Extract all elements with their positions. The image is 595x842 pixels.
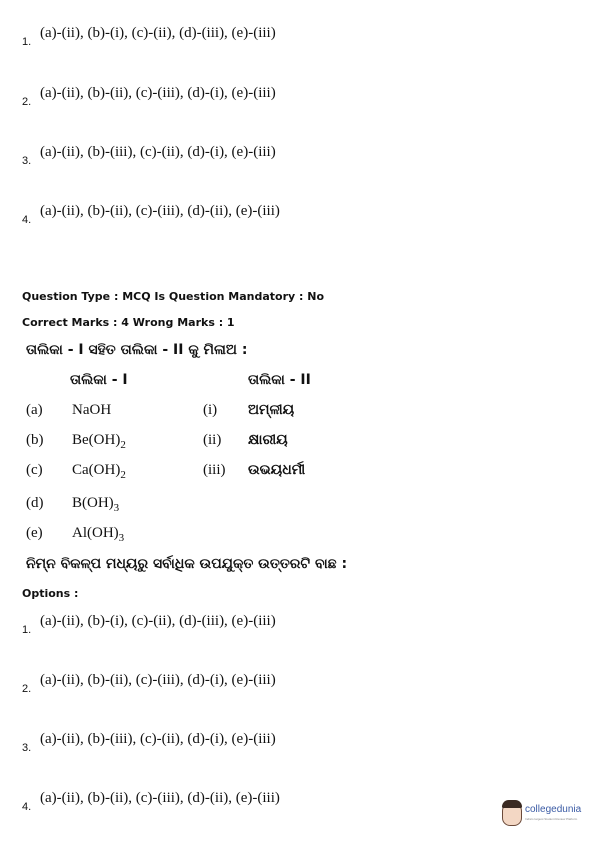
marks-line: Correct Marks : 4 Wrong Marks : 1 bbox=[22, 316, 235, 329]
formula-cell: $Be(OH)_2$ bbox=[72, 432, 126, 451]
row-label: (d) bbox=[26, 495, 44, 511]
logo-tagline: India's largest Student Review Platform bbox=[525, 817, 578, 821]
property-cell: କ୍ଷାରୀୟ bbox=[248, 432, 288, 448]
question-type-line: Question Type : MCQ Is Question Mandatory : No bbox=[22, 290, 325, 303]
option-number: 3. bbox=[22, 742, 32, 754]
roman-label: (i) bbox=[203, 402, 218, 418]
option-number: 1. bbox=[22, 36, 32, 48]
option-text: (a)-(ii), (b)-(iii), (c)-(ii), (d)-(i), (e)-(iii) bbox=[40, 144, 276, 160]
option-text: (a)-(ii), (b)-(ii), (c)-(iii), (d)-(i), (e)-(iii) bbox=[40, 85, 276, 101]
row-label: (e) bbox=[26, 525, 43, 541]
option-number: 3. bbox=[22, 155, 32, 167]
roman-label: (ii) bbox=[203, 432, 222, 448]
option-number: 4. bbox=[22, 214, 32, 226]
option-text: (a)-(ii), (b)-(ii), (c)-(iii), (d)-(i), (e)-(iii) bbox=[40, 672, 276, 688]
row-label: (c) bbox=[26, 462, 43, 478]
options-label: Options : bbox=[22, 587, 79, 600]
collegedunia-logo bbox=[502, 800, 592, 830]
logo-name: collegedunia bbox=[525, 804, 582, 815]
option-text: (a)-(ii), (b)-(i), (c)-(ii), (d)-(iii), (e)-(iii) bbox=[40, 25, 276, 41]
formula-cell: NaOH bbox=[72, 402, 112, 418]
mascot-hair-icon bbox=[502, 800, 522, 808]
question-prompt: ନିମ୍ନ ବିକଳ୍ପ ମଧ୍ୟରୁ ସର୍ବାଧିକ ଉପଯୁକ୍ତ ଉତ୍ତରଟି ବାଛ : bbox=[26, 556, 348, 572]
option-number: 4. bbox=[22, 801, 32, 813]
row-label: (a) bbox=[26, 402, 43, 418]
option-text: (a)-(ii), (b)-(ii), (c)-(iii), (d)-(ii), (e)-(iii) bbox=[40, 790, 280, 806]
property-cell: ଅମ୍ଳୀୟ bbox=[248, 402, 295, 418]
option-text: (a)-(ii), (b)-(iii), (c)-(ii), (d)-(i), (e)-(iii) bbox=[40, 731, 276, 747]
column-2-header: ତାଲିକା - II bbox=[248, 372, 311, 388]
formula-cell: $Ca(OH)_2$ bbox=[72, 462, 126, 481]
option-number: 2. bbox=[22, 683, 32, 695]
option-number: 1. bbox=[22, 624, 32, 636]
property-cell: ଉଭୟଧର୍ମୀ bbox=[248, 462, 306, 478]
question-instruction: ତାଲିକା - I ସହିତ ତାଲିକା - II କୁ ମିଳାଅ : bbox=[26, 342, 248, 358]
option-text: (a)-(ii), (b)-(ii), (c)-(iii), (d)-(ii), (e)-(iii) bbox=[40, 203, 280, 219]
column-1-header: ତାଲିକା - I bbox=[70, 372, 128, 388]
formula-cell: $B(OH)_3$ bbox=[72, 495, 120, 514]
row-label: (b) bbox=[26, 432, 44, 448]
option-number: 2. bbox=[22, 96, 32, 108]
formula-cell: $Al(OH)_3$ bbox=[72, 525, 125, 544]
option-text: (a)-(ii), (b)-(i), (c)-(ii), (d)-(iii), (e)-(iii) bbox=[40, 613, 276, 629]
roman-label: (iii) bbox=[203, 462, 226, 478]
